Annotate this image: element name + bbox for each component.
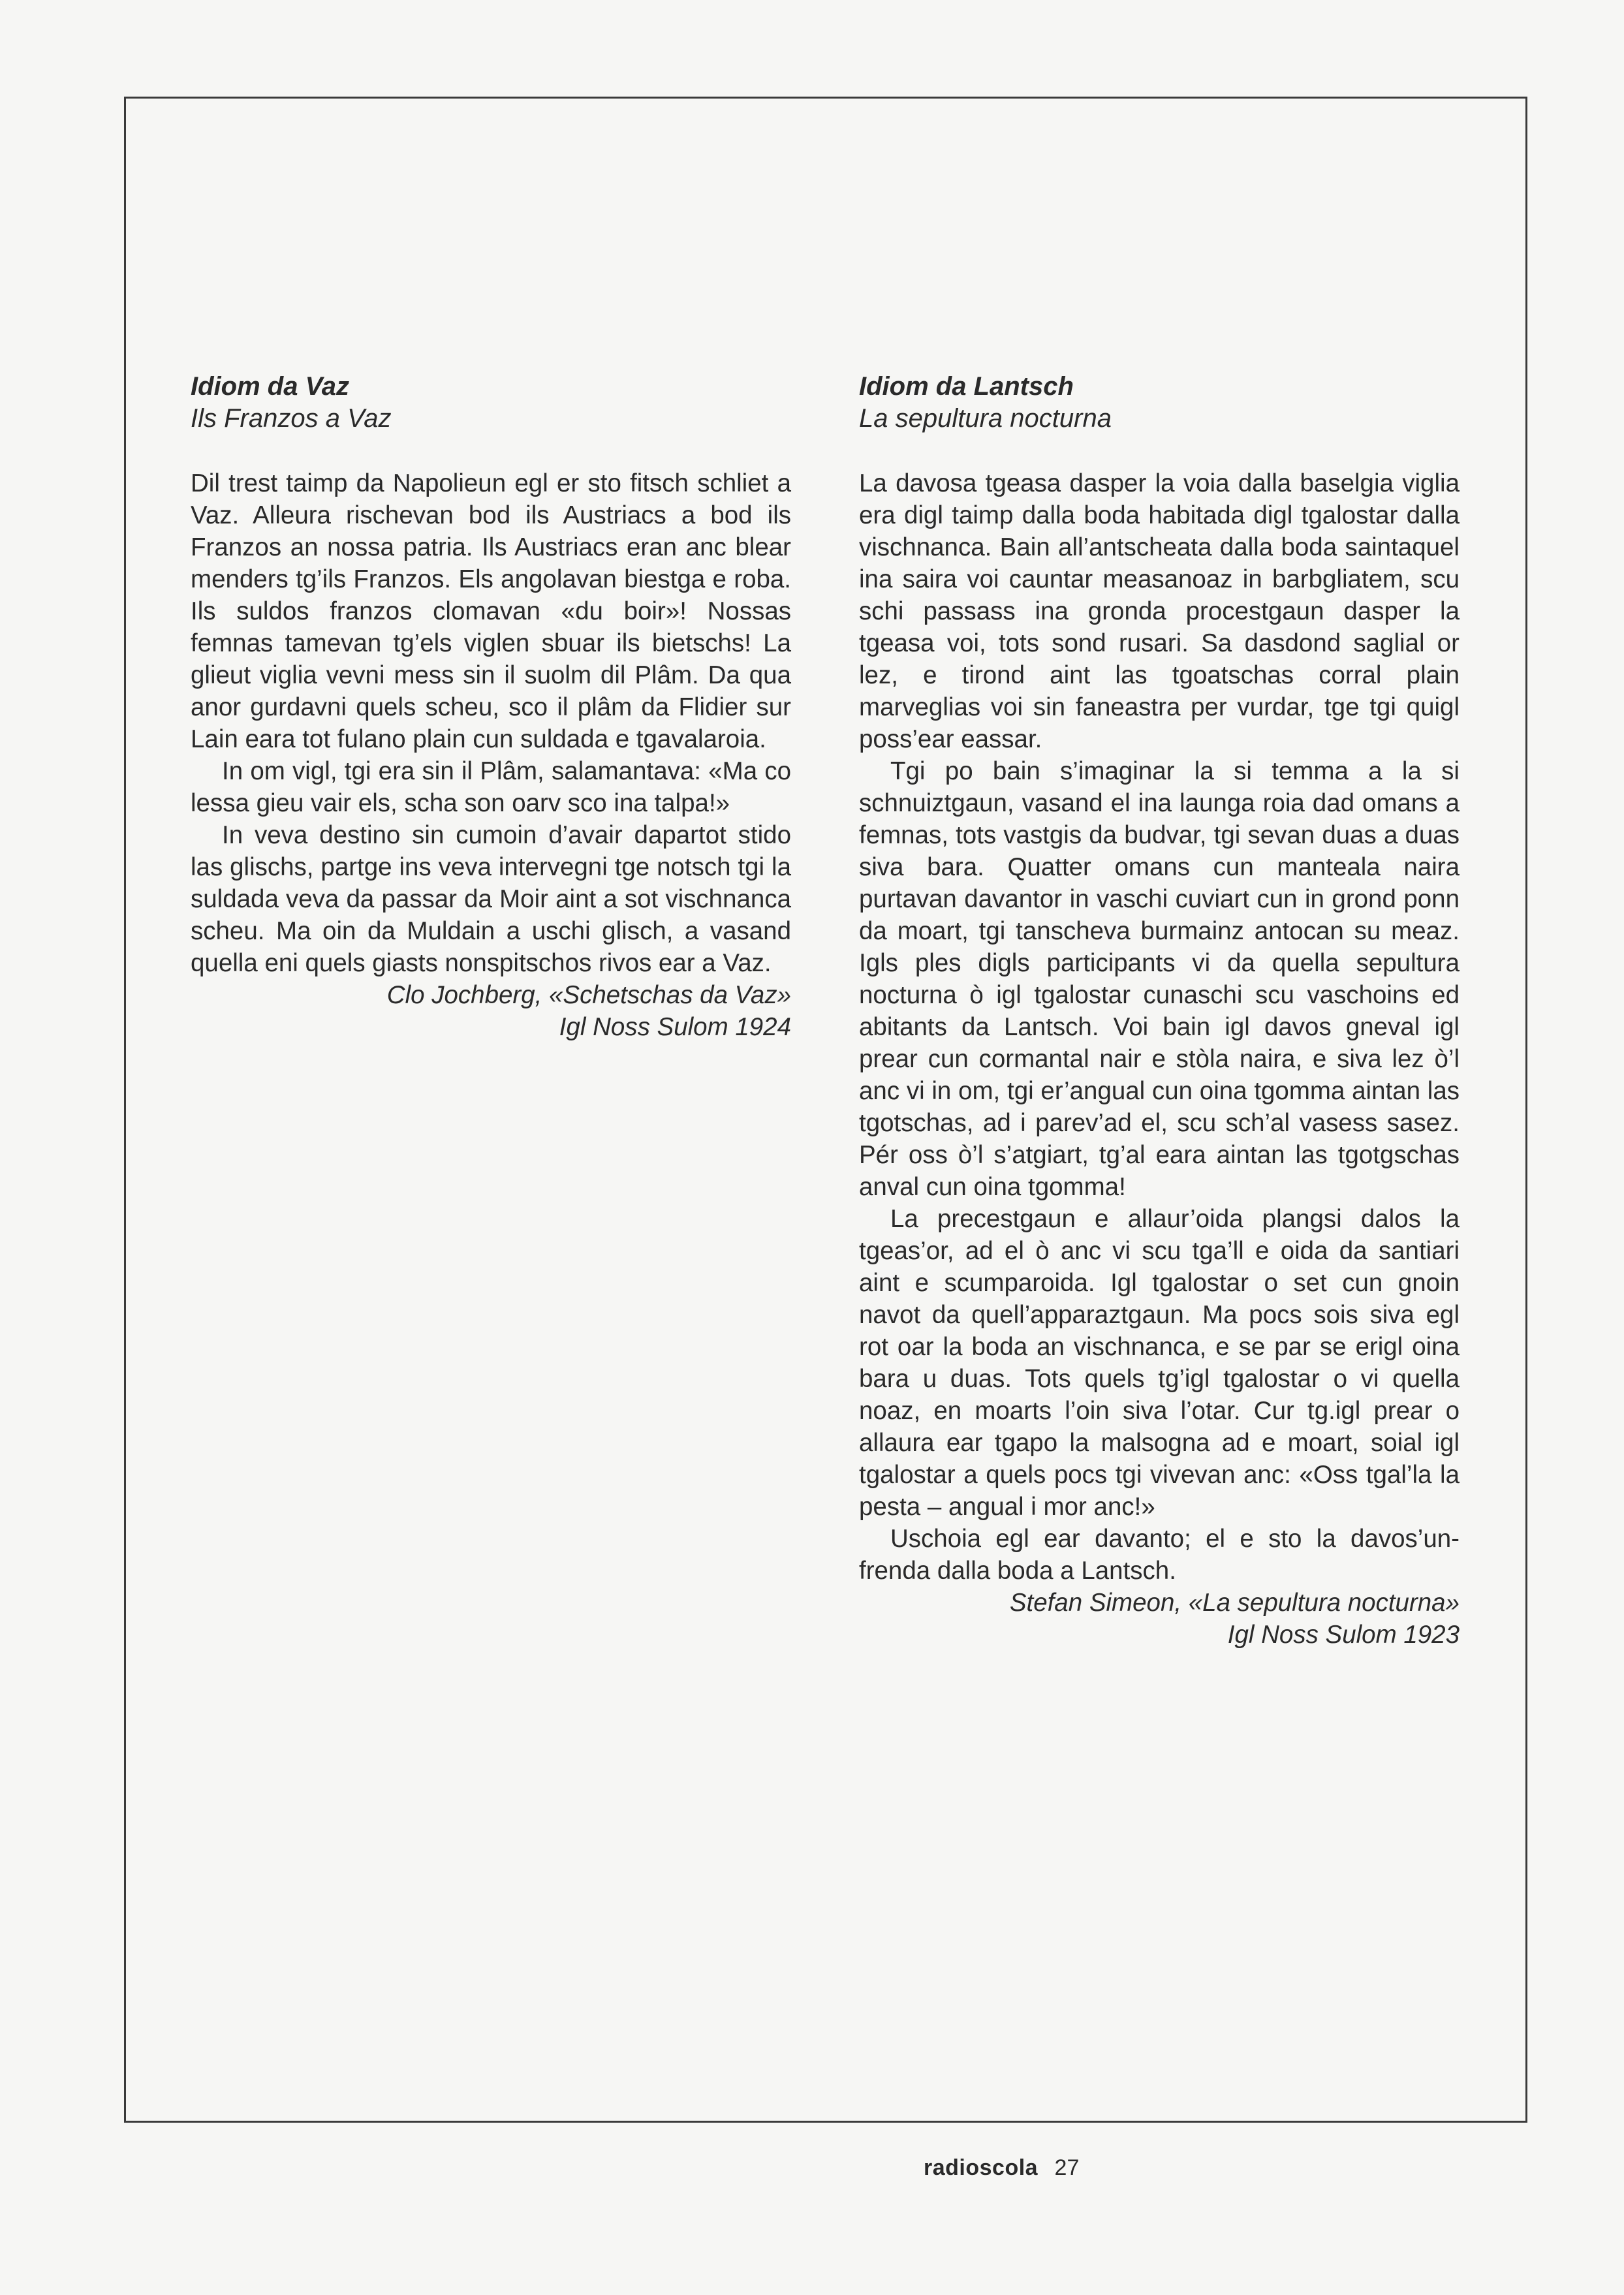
article-paragraph: In om vigl, tgi era sin il Plâm, salamantava: «Ma co lessa gieu vair els, scha son oarv sco ina talpa!» (191, 757, 791, 817)
article-paragraph: La precestgaun e allaur’oida plangsi dalos la tgeas’or, ad el ò anc vi scu tga’ll e oida da santiari aint e scumparoida. Igl tgalostar o set cun gnoin navot da quell’apparaztgaun. Ma pocs sois siva egl rot oar la boda an vischnanca, e se par se erigl oina bara u duas. Tots quels tg’igl tgalostar o vi quella noaz, en moarts l’oin siva l’otar. Cur tg.igl prear o allaura ear tgapo la malsogna ad e moart, soial igl tgalostar a quels pocs tgi vivevan anc: «Oss tgal’la la pesta – angual i mor anc!» (859, 1205, 1460, 1521)
article-citation: Stefan Simeon, «La sepultura nocturna» (1009, 1589, 1460, 1617)
article-paragraph: In veva destino sin cumoin d’avair dapartot stido las glischs, partge ins veva intervegni tge notsch tgi la suldada veva da passar da Moir aint a sot vischnanca scheu. Ma oin da Muldain a uschi glisch, a vasand quella eni quels giasts nonspitschos rivos ear a Vaz. (191, 821, 791, 977)
article-source: Igl Noss Sulom 1923 (1227, 1621, 1460, 1649)
article-idiom-heading: Idiom da Lantsch (859, 372, 1074, 401)
article-title: La sepultura nocturna (859, 404, 1112, 433)
page-footer (924, 2155, 1079, 2181)
article-citation: Clo Jochberg, «Schetschas da Vaz» (386, 981, 791, 1009)
article-idiom-heading: Idiom da Vaz (191, 372, 350, 401)
article-title: Ils Franzos a Vaz (191, 404, 392, 433)
article-paragraph: Tgi po bain s’imaginar la si temma a la si schnuiztgaun, vasand el ina launga roia dad omans a femnas, tots vastgis da budvar, tgi sevan duas a duas siva bara. Quatter omans cun manteala naira purtavan davantor in vaschi cuviart cun in grond ponn da moart, tgi tanscheva burmainz antocan su meaz. Igls ples digls participants vi da quella sepultura nocturna ò igl tgalostar cunaschi scu vaschoins ed abitants da Lantsch. Voi bain igl davos gneval igl prear cun cormantal nair e stòla naira, e siva lez ò’l anc vi in om, tgi er’angual cun oina tgomma aintan las tgotschas, ad i parev’ad el, scu sch’al vasess sasez. Pér oss ò’l s’atgiart, tg’al eara aintan las tgotgschas anval cun oina tgomma! (859, 757, 1460, 1201)
article-paragraph: La davosa tgeasa dasper la voia dalla baselgia viglia era digl taimp dalla boda habitada digl tgalostar dalla vischnanca. Bain all’antscheata dalla boda saintaquel ina saira voi cauntar measanoaz in barbgliatem, scu schi passass ina gronda procestgaun dasper la tgeasa voi, tots sond rusari. Sa dasdond saglial or lez, e tirond aint las tgoatschas corral plain marveglias voi sin faneastra per vurdar, tge tgi quigl poss’ear eassar. (859, 469, 1460, 753)
page-number: 27 (1054, 2155, 1080, 2180)
article-paragraph: Uschoia egl ear davanto; el e sto la davos’unfrenda dalla boda a Lantsch. (859, 1525, 1460, 1585)
article-lantsch (859, 371, 1460, 1651)
article-paragraph: Dil trest taimp da Napolieun egl er sto fitsch schliet a Vaz. Alleura rischevan bod ils Austriacs a bod ils Franzos an nossa patria. Ils Austriacs eran anc blear menders tg’ils Franzos. Els angolavan biestga e roba. Ils suldos franzos clomavan «du boir»! Nossas femnas tamevan tg’els viglen sbuar ils bietschs! La glieut viglia vevni mess sin il suolm dil Plâm. Da qua anor gurdavni quels scheu, sco il plâm da Flidier sur Lain eara tot fulano plain cun suldada e tgavalaroia. (191, 469, 791, 753)
magazine-name: radioscola (924, 2155, 1038, 2180)
article-source: Igl Noss Sulom 1924 (559, 1013, 791, 1041)
article-vaz (191, 371, 791, 1043)
